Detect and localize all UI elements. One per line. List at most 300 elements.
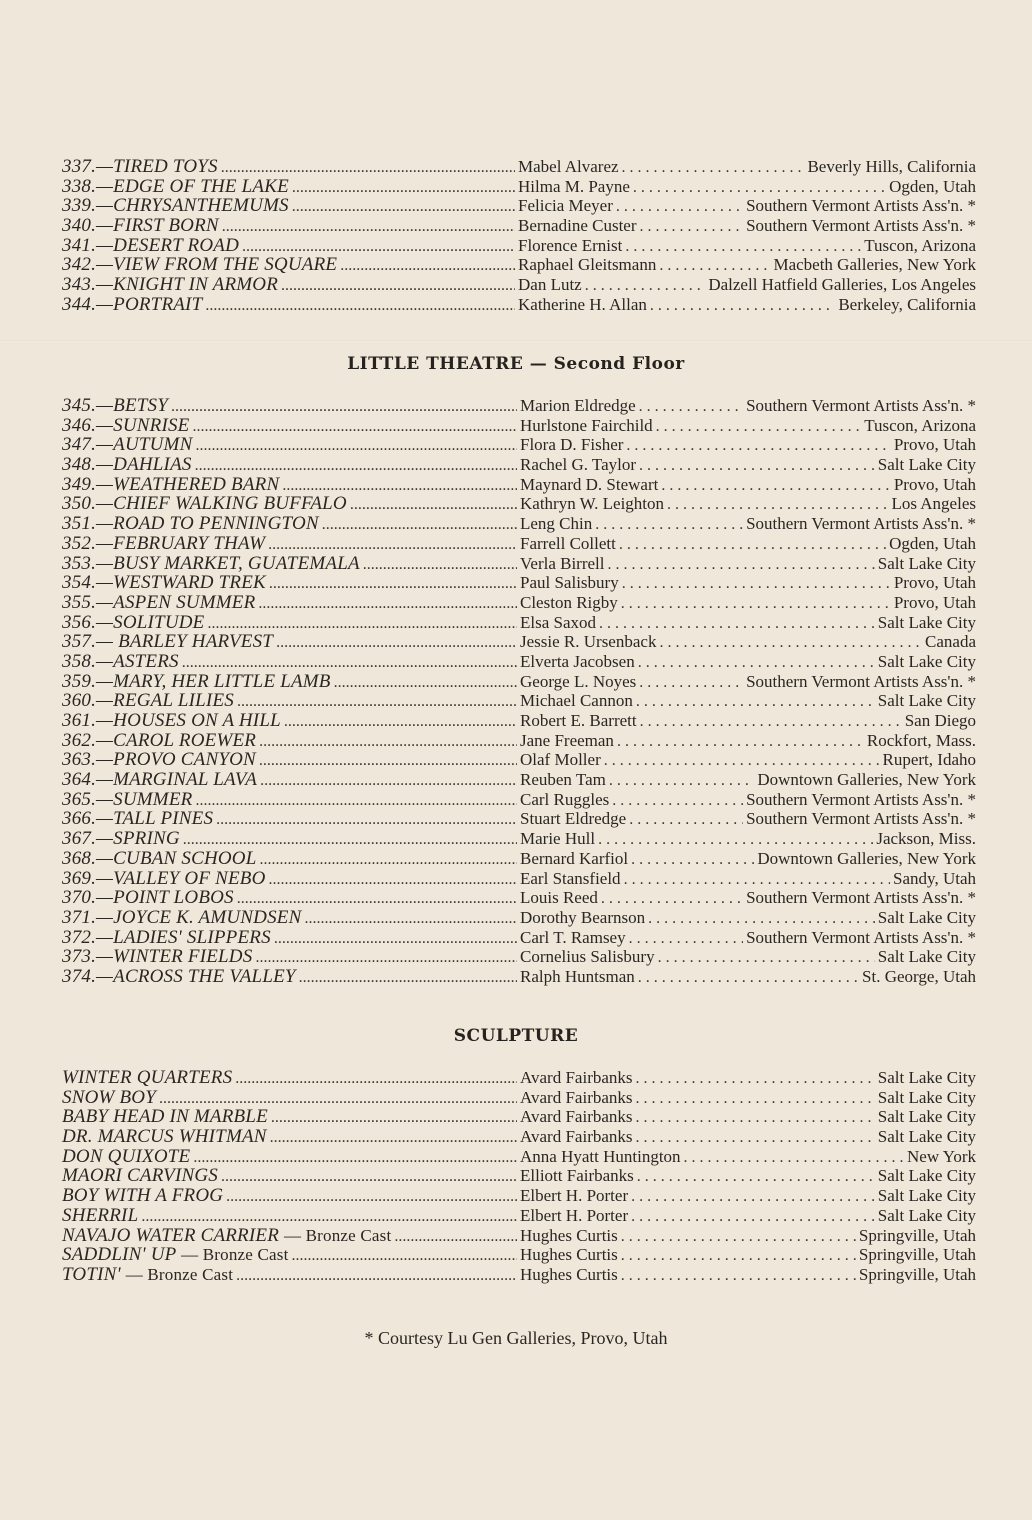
- catalog-list-little-theatre: [62, 396, 976, 987]
- entry-artist-location: [518, 295, 976, 316]
- entry-location: Springville, Utah: [858, 1245, 976, 1265]
- entry-location: Salt Lake City: [877, 612, 976, 632]
- entry-artist-location: [520, 1107, 976, 1128]
- catalog-entry: [62, 731, 976, 751]
- leader-dots: [276, 633, 517, 653]
- catalog-entry: [62, 255, 976, 275]
- entry-location: Salt Lake City: [877, 907, 976, 927]
- leader-dots: [648, 909, 875, 929]
- entry-title: [62, 216, 219, 236]
- entry-artist: Elbert H. Porter: [520, 1205, 629, 1225]
- catalog-entry: [62, 275, 976, 295]
- entry-location: Rockfort, Mass.: [866, 730, 976, 750]
- catalog-entry: [62, 869, 976, 889]
- catalog-entry: [62, 1166, 976, 1186]
- entry-title-text: 356.—SOLITUDE: [62, 611, 205, 633]
- entry-title-text: 352.—FEBRUARY THAW: [62, 532, 266, 554]
- leader-dots: [659, 633, 922, 653]
- entry-artist: Avard Fairbanks: [520, 1068, 633, 1087]
- catalog-entry: [62, 494, 976, 514]
- entry-title-text: 358.—ASTERS: [62, 650, 179, 672]
- entry-note: — Bronze Cast: [181, 1245, 289, 1265]
- leader-dots: [633, 178, 886, 198]
- entry-artist-location: [520, 1186, 976, 1207]
- catalog-entry: [62, 947, 976, 967]
- leader-dots: [621, 594, 891, 614]
- entry-artist-location: [520, 790, 976, 811]
- leader-dots: [292, 178, 515, 198]
- entry-artist-location: [520, 514, 976, 535]
- catalog-entry: [62, 554, 976, 574]
- entry-artist: Anna Hyatt Huntington: [520, 1146, 681, 1166]
- entry-title: [62, 177, 289, 197]
- entry-title-text: 345.—BETSY: [62, 395, 168, 416]
- entry-location: Salt Lake City: [877, 1186, 976, 1206]
- entry-artist-location: [520, 593, 976, 614]
- entry-artist-location: [520, 672, 976, 693]
- entry-artist: Hughes Curtis: [520, 1245, 618, 1265]
- entry-location: Southern Vermont Artists Ass'n. *: [746, 671, 976, 691]
- leader-dots: [216, 810, 517, 830]
- entry-title-text: 354.—WESTWARD TREK: [62, 572, 266, 594]
- entry-title: [62, 1265, 233, 1285]
- entry-location: Rupert, Idaho: [882, 750, 976, 770]
- entry-artist: Elbert H. Porter: [520, 1186, 629, 1206]
- entry-artist: Farrell Collett: [520, 533, 616, 553]
- entry-title: [62, 711, 281, 731]
- catalog-list-sculpture: [62, 1068, 976, 1285]
- entry-artist-location: [520, 416, 976, 437]
- entry-artist-location: [520, 1088, 976, 1109]
- leader-dots: [629, 810, 743, 830]
- leader-dots: [608, 555, 875, 575]
- leader-dots: [222, 217, 515, 237]
- leader-dots: [236, 1266, 517, 1286]
- leader-dots: [205, 296, 515, 316]
- catalog-entry: [62, 1088, 976, 1108]
- catalog-entry: [62, 1127, 976, 1147]
- catalog-entry: [62, 1068, 976, 1088]
- entry-title: [62, 475, 279, 495]
- entry-title-text: 342.—VIEW FROM THE SQUARE: [62, 254, 338, 276]
- leader-dots: [658, 948, 875, 968]
- entry-artist-location: [520, 1127, 976, 1148]
- entry-title: [62, 652, 179, 672]
- entry-title: [62, 236, 239, 256]
- entry-artist-location: [518, 255, 976, 276]
- entry-location: Provo, Utah: [893, 435, 976, 455]
- entry-artist: Jessie R. Ursenback: [520, 632, 657, 652]
- leader-dots: [334, 673, 517, 693]
- entry-title-text: SADDLIN' UP: [62, 1244, 177, 1266]
- entry-artist-location: [520, 1206, 976, 1227]
- entry-title: [62, 416, 189, 436]
- leader-dots: [684, 1148, 904, 1168]
- entry-artist-location: [520, 1245, 976, 1266]
- entry-artist-location: [520, 947, 976, 968]
- entry-artist-location: [518, 177, 976, 198]
- catalog-entry: [62, 196, 976, 216]
- leader-dots: [226, 1187, 517, 1207]
- leader-dots: [636, 1128, 875, 1148]
- entry-title-text: 357.— BARLEY HARVEST: [62, 631, 274, 653]
- leader-dots: [350, 495, 517, 515]
- entry-title-text: 348.—DAHLIAS: [62, 454, 192, 476]
- footnote: * Courtesy Lu Gen Galleries, Provo, Utah: [364, 1328, 668, 1348]
- leader-dots: [274, 929, 517, 949]
- entry-title: [62, 928, 271, 948]
- entry-title: [62, 1245, 289, 1265]
- entry-artist: Kathryn W. Leighton: [520, 494, 665, 514]
- catalog-entry: [62, 1147, 976, 1167]
- entry-artist: Katherine H. Allan: [518, 294, 647, 314]
- leader-dots: [599, 614, 875, 634]
- entry-artist: Robert E. Barrett: [520, 711, 637, 730]
- entry-artist: Elsa Saxod: [520, 612, 597, 632]
- entry-title: [62, 731, 256, 751]
- entry-location: Salt Lake City: [877, 1087, 976, 1107]
- catalog-entry: [62, 1206, 976, 1226]
- entry-title: [62, 1107, 268, 1127]
- leader-dots: [271, 1108, 517, 1128]
- entry-location: St. George, Utah: [862, 966, 976, 986]
- leader-dots: [193, 1148, 517, 1168]
- entry-title: [62, 1147, 190, 1167]
- entry-title-text: 369.—VALLEY OF NEBO: [62, 867, 266, 889]
- entry-location: Salt Lake City: [877, 1205, 976, 1225]
- entry-title-text: 355.—ASPEN SUMMER: [62, 591, 256, 613]
- entry-title-text: 362.—CAROL ROEWER: [62, 729, 257, 751]
- entry-location: Downtown Galleries, New York: [757, 770, 976, 790]
- entry-artist: Raphael Gleitsmann: [518, 255, 657, 275]
- entry-note: — Bronze Cast: [125, 1264, 234, 1284]
- entry-artist-location: [520, 888, 976, 909]
- entry-artist-location: [520, 711, 976, 732]
- entry-location: Southern Vermont Artists Ass'n. *: [746, 196, 976, 216]
- entry-location: Salt Lake City: [877, 553, 976, 573]
- entry-location: Jackson, Miss.: [876, 829, 976, 849]
- catalog-entry: [62, 691, 976, 711]
- catalog-entry: [62, 1265, 976, 1285]
- entry-location: Salt Lake City: [877, 455, 976, 475]
- entry-title-text: TOTIN': [62, 1263, 121, 1285]
- entry-title: [62, 888, 234, 908]
- catalog-entry: [62, 1245, 976, 1265]
- entry-location: Southern Vermont Artists Ass'n. *: [746, 888, 976, 908]
- leader-dots: [612, 791, 743, 811]
- entry-title-text: DON QUIXOTE: [62, 1145, 191, 1167]
- section-heading-little-theatre: LITTLE THEATRE — Second Floor: [347, 354, 685, 374]
- catalog-entry: [62, 435, 976, 455]
- leader-dots: [259, 751, 517, 771]
- entry-title-text: 371.—JOYCE K. AMUNDSEN: [62, 906, 302, 928]
- entry-artist: Avard Fairbanks: [520, 1087, 633, 1107]
- leader-dots: [595, 515, 743, 535]
- entry-title-text: 353.—BUSY MARKET, GUATEMALA: [62, 552, 360, 574]
- entry-artist: Carl Ruggles: [520, 789, 610, 809]
- entry-artist: Dan Lutz: [518, 275, 582, 295]
- leader-dots: [639, 673, 743, 693]
- entry-artist: Avard Fairbanks: [520, 1107, 633, 1127]
- entry-artist-location: [518, 157, 976, 178]
- leader-dots: [394, 1227, 517, 1247]
- entry-artist-location: [518, 216, 976, 237]
- entry-artist: Louis Reed: [520, 888, 598, 908]
- entry-artist: Stuart Eldredge: [520, 809, 627, 829]
- entry-title: [62, 790, 192, 810]
- entry-title-text: 370.—POINT LOBOS: [62, 887, 234, 909]
- entry-title-text: BOY WITH A FROG: [62, 1185, 224, 1207]
- leader-dots: [363, 555, 517, 575]
- entry-artist-location: [520, 908, 976, 929]
- leader-dots: [616, 197, 743, 217]
- entry-title: [62, 573, 266, 593]
- entry-artist: Hughes Curtis: [520, 1264, 618, 1284]
- entry-artist-location: [520, 731, 976, 752]
- entry-artist: Flora D. Fisher: [520, 435, 624, 455]
- catalog-entry: [62, 672, 976, 692]
- entry-title: [62, 632, 273, 652]
- entry-artist-location: [520, 396, 976, 417]
- entry-artist: Hughes Curtis: [520, 1225, 618, 1245]
- entry-artist: Carl T. Ramsey: [520, 927, 626, 947]
- entry-artist-location: [520, 1068, 976, 1089]
- entry-title: [62, 672, 331, 692]
- entry-location: Salt Lake City: [877, 1107, 976, 1127]
- entry-location: Salt Lake City: [877, 947, 976, 967]
- entry-artist: Avard Fairbanks: [520, 1127, 633, 1147]
- leader-dots: [304, 909, 517, 929]
- leader-dots: [636, 1069, 875, 1089]
- entry-artist-location: [520, 809, 976, 830]
- leader-dots: [258, 594, 517, 614]
- leader-dots: [629, 929, 743, 949]
- entry-title: [62, 534, 265, 554]
- catalog-entry: [62, 928, 976, 948]
- entry-title-text: 344.—PORTRAIT: [62, 293, 203, 315]
- entry-title: [62, 1186, 223, 1206]
- entry-location: Southern Vermont Artists Ass'n. *: [746, 789, 976, 809]
- leader-dots: [622, 158, 805, 178]
- catalog-entry: [62, 177, 976, 197]
- entry-location: Sandy, Utah: [893, 868, 976, 888]
- leader-dots: [650, 296, 835, 316]
- entry-artist-location: [520, 1166, 976, 1187]
- leader-dots: [659, 256, 770, 276]
- catalog-entry: [62, 750, 976, 770]
- catalog-entry: [62, 236, 976, 256]
- entry-title: [62, 829, 180, 849]
- leader-dots: [631, 1187, 875, 1207]
- leader-dots: [622, 574, 891, 594]
- entry-title-text: 340.—FIRST BORN: [62, 215, 219, 237]
- entry-title: [62, 750, 256, 770]
- leader-dots: [609, 771, 755, 791]
- entry-location: Los Angeles: [891, 494, 976, 514]
- entry-artist-location: [520, 613, 976, 634]
- entry-location: New York: [907, 1146, 976, 1166]
- entry-title-text: 350.—CHIEF WALKING BUFFALO: [62, 493, 347, 515]
- entry-title: [62, 157, 218, 177]
- leader-dots: [292, 197, 515, 217]
- leader-dots: [638, 968, 859, 988]
- entry-location: Macbeth Galleries, New York: [773, 255, 976, 275]
- entry-artist-location: [520, 829, 976, 850]
- entry-location: Ogden, Utah: [889, 176, 976, 196]
- entry-location: Springville, Utah: [858, 1264, 976, 1284]
- entry-title: [62, 613, 204, 633]
- catalog-entry: [62, 613, 976, 633]
- entry-location: San Diego: [904, 711, 976, 730]
- entry-title-text: 351.—ROAD TO PENNINGTON: [62, 513, 319, 535]
- entry-artist: Dorothy Bearnson: [520, 907, 646, 927]
- entry-location: Ogden, Utah: [889, 533, 976, 553]
- entry-title-text: 337.—TIRED TOYS: [62, 156, 218, 177]
- leader-dots: [259, 850, 517, 870]
- entry-artist: Marie Hull: [520, 829, 596, 849]
- leader-dots: [192, 417, 517, 437]
- entry-title-text: 364.—MARGINAL LAVA: [62, 769, 258, 791]
- entry-artist: Leng Chin: [520, 514, 593, 534]
- entry-artist: Ralph Huntsman: [520, 966, 635, 986]
- entry-artist: Cleston Rigby: [520, 592, 618, 612]
- entry-title: [62, 1127, 267, 1147]
- entry-location: Dalzell Hatfield Galleries, Los Angeles: [708, 275, 976, 295]
- entry-artist-location: [520, 435, 976, 456]
- entry-artist-location: [520, 534, 976, 555]
- entry-location: Salt Lake City: [877, 1068, 976, 1087]
- entry-title: [62, 809, 213, 829]
- section-heading-sculpture: SCULPTURE: [453, 1026, 579, 1046]
- entry-artist-location: [520, 475, 976, 496]
- entry-location: Springville, Utah: [858, 1225, 976, 1245]
- entry-artist-location: [520, 1147, 976, 1168]
- entry-artist-location: [520, 849, 976, 870]
- entry-location: Tuscon, Arizona: [864, 415, 976, 435]
- entry-title-text: DR. MARCUS WHITMAN: [62, 1126, 267, 1148]
- catalog-entry: [62, 1226, 976, 1246]
- entry-artist: Olaf Moller: [520, 750, 601, 770]
- entry-artist: Bernard Karfiol: [520, 848, 629, 868]
- entry-artist: Elliott Fairbanks: [520, 1166, 634, 1186]
- entry-title-text: 372.—LADIES' SLIPPERS: [62, 926, 271, 948]
- entry-title-text: 367.—SPRING: [62, 828, 180, 850]
- entry-location: Salt Lake City: [877, 1166, 976, 1186]
- entry-title: [62, 275, 278, 295]
- leader-dots: [640, 712, 902, 732]
- catalog-entry: [62, 809, 976, 829]
- entry-artist-location: [520, 1226, 976, 1247]
- entry-artist: George L. Noyes: [520, 671, 637, 691]
- entry-title-text: 373.—WINTER FIELDS: [62, 946, 253, 968]
- entry-location: Berkeley, California: [838, 294, 976, 314]
- entry-title: [62, 849, 256, 869]
- leader-dots: [585, 276, 706, 296]
- entry-location: Southern Vermont Artists Ass'n. *: [746, 216, 976, 236]
- leader-dots: [322, 515, 517, 535]
- entry-title: [62, 494, 347, 514]
- entry-title-text: BABY HEAD IN MARBLE: [62, 1106, 268, 1128]
- entry-artist: Paul Salisbury: [520, 573, 619, 593]
- leader-dots: [617, 732, 864, 752]
- entry-artist-location: [520, 1265, 976, 1286]
- entry-title: [62, 435, 192, 455]
- leader-dots: [625, 237, 861, 257]
- entry-artist-location: [520, 494, 976, 515]
- entry-artist-location: [520, 967, 976, 988]
- entry-title-text: 359.—MARY, HER LITTLE LAMB: [62, 670, 331, 692]
- entry-artist: Bernadine Custer: [518, 216, 637, 236]
- entry-artist: Hurlstone Fairchild: [520, 415, 653, 435]
- entry-title-text: NAVAJO WATER CARRIER: [62, 1224, 279, 1246]
- entry-location: Beverly Hills, California: [807, 157, 976, 176]
- entry-artist: Felicia Meyer: [518, 196, 613, 216]
- catalog-entry: [62, 790, 976, 810]
- entry-title-text: 343.—KNIGHT IN ARMOR: [62, 274, 279, 296]
- leader-dots: [195, 436, 517, 456]
- leader-dots: [171, 397, 517, 417]
- catalog-entry: [62, 573, 976, 593]
- entry-title-text: 346.—SUNRISE: [62, 414, 190, 436]
- entry-title-text: 365.—SUMMER: [62, 788, 193, 810]
- entry-title-text: SHERRIL: [62, 1204, 139, 1226]
- leader-dots: [631, 850, 754, 870]
- entry-title-text: 368.—CUBAN SCHOOL: [62, 847, 257, 869]
- entry-location: Provo, Utah: [893, 592, 976, 612]
- entry-artist-location: [520, 750, 976, 771]
- entry-artist-location: [520, 770, 976, 791]
- leader-dots: [624, 870, 890, 890]
- entry-title: [62, 908, 301, 928]
- leader-dots: [269, 870, 518, 890]
- entry-title: [62, 554, 360, 574]
- catalog-entry: [62, 829, 976, 849]
- leader-dots: [292, 1246, 518, 1266]
- catalog-entry: [62, 652, 976, 672]
- catalog-entry: [62, 396, 976, 416]
- entry-title-text: 338.—EDGE OF THE LAKE: [62, 175, 289, 197]
- entry-title: [62, 514, 319, 534]
- leader-dots: [621, 1227, 856, 1247]
- leader-dots: [299, 968, 517, 988]
- entry-location: Salt Lake City: [877, 691, 976, 711]
- entry-artist: Michael Cannon: [520, 691, 633, 711]
- leader-dots: [636, 1089, 875, 1109]
- catalog-entry: [62, 888, 976, 908]
- entry-location: Downtown Galleries, New York: [757, 848, 976, 868]
- leader-dots: [637, 1167, 875, 1187]
- entry-title: [62, 770, 257, 790]
- entry-title: [62, 1166, 218, 1186]
- entry-title-text: SNOW BOY: [62, 1086, 156, 1108]
- entry-title-text: 347.—AUTUMN: [62, 434, 193, 456]
- entry-title-text: MAORI CARVINGS: [62, 1165, 219, 1187]
- entry-title: [62, 691, 234, 711]
- entry-title: [62, 396, 168, 416]
- entry-location: Canada: [925, 632, 976, 652]
- entry-artist: Maynard D. Stewart: [520, 474, 659, 494]
- catalog-entry: [62, 416, 976, 436]
- entry-artist: Earl Stansfield: [520, 868, 621, 888]
- entry-artist-location: [520, 869, 976, 890]
- entry-note: — Bronze Cast: [283, 1225, 392, 1245]
- entry-artist-location: [518, 236, 976, 257]
- leader-dots: [195, 791, 517, 811]
- entry-artist: Reuben Tam: [520, 770, 606, 790]
- entry-artist-location: [518, 275, 976, 296]
- entry-location: Provo, Utah: [893, 474, 976, 494]
- catalog-entry: [62, 534, 976, 554]
